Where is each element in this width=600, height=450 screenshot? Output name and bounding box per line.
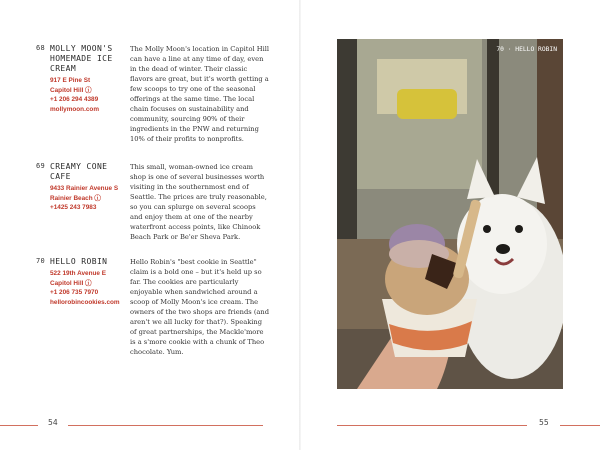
website: mollymoon.com: [50, 105, 100, 113]
entry-address: [50, 184, 130, 213]
entry-info: [50, 162, 130, 213]
page-gutter: [299, 0, 301, 450]
neighborhood: Capitol Hill ⓘ: [50, 279, 92, 287]
entry-info: [50, 257, 130, 307]
entry-number: 68: [36, 44, 46, 52]
entry-name: MOLLY MOON'S HOMEMADE ICE CREAM: [50, 44, 113, 73]
phone: +1425 243 7983: [50, 204, 97, 211]
street: 917 E Pine St: [50, 77, 91, 84]
page-number-right: 55: [539, 418, 549, 427]
neighborhood: Capitol Hill ⓘ: [50, 86, 92, 94]
phone: +1 206 735 7970: [50, 289, 99, 296]
entry-description: The Molly Moon's location in Capitol Hill can have a line at any time of day, even in the dead of winter. Their classic flavors are great, but it's worth getting a few scoops to try one of the seasonal offerings at the same time. The local chain focuses on sustainability and community, sourcing 90% of their ingredients in the PNW and returning 10% of their profits to nonprofits.: [130, 45, 270, 143]
entry-address: [50, 76, 130, 114]
dog-ice-cream-photo: [337, 39, 563, 389]
phone: +1 206 294 4389: [50, 96, 99, 103]
entry-name: CREAMY CONE CAFE: [50, 162, 108, 181]
website: hellorobincookies.com: [50, 298, 120, 306]
entry-description: This small, woman-owned ice cream shop is one of several businesses worth visiting in the southernmost end of Seattle. The prices are truly reasonable, so you can splurge on several scoops and enjoy them at one of the nearby waterfront access points, like Chinook Beach Park or Be'er Sheva Park.: [130, 163, 267, 241]
footer-rule-left-b: [68, 425, 263, 426]
photo-caption: 70 · HELLO ROBIN: [496, 46, 557, 53]
footer-rule-right-b: [560, 425, 600, 426]
footer-rule-right-a: [337, 425, 527, 426]
page-number-left: 54: [48, 418, 58, 427]
entry-number: 69: [36, 162, 46, 170]
entry-address: [50, 269, 130, 307]
photo-illustration: [337, 39, 563, 389]
street: 9433 Rainier Avenue S: [50, 185, 119, 192]
neighborhood: Rainier Beach ⓘ: [50, 194, 101, 202]
entry-number: 70: [36, 257, 46, 265]
entry-description: Hello Robin's "best cookie in Seattle" claim is a bold one – but it's held up so far. The cookies are particularly enjoyable when sandwiched around a scoop of Molly Moon's ice cream. The owners of the two shops are friends (and aren't we all lucky for that?). Speaking of great partnerships, the Mackle'more is a s'more cookie with a chunk of Theo chocolate. Yum.: [130, 258, 270, 356]
entry-name: HELLO ROBIN: [50, 257, 108, 266]
footer-rule-left-a: [0, 425, 38, 426]
entry-info: [50, 44, 130, 114]
street: 522 19th Avenue E: [50, 270, 107, 277]
